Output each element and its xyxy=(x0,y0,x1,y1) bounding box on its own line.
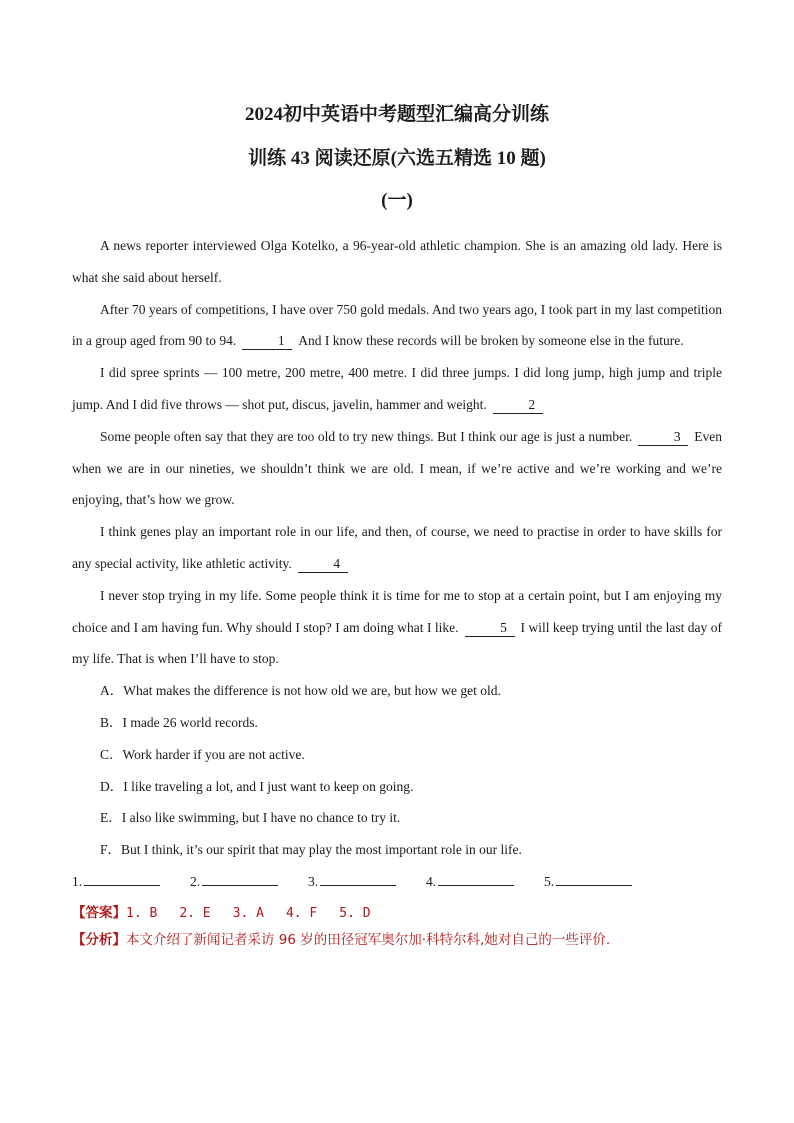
answer-line[interactable] xyxy=(556,871,632,886)
document-title: 2024初中英语中考题型汇编高分训练 xyxy=(244,104,549,125)
answer-item: 2. E xyxy=(179,905,211,921)
answer-item: 1. B xyxy=(126,905,158,921)
answer-key xyxy=(72,898,722,929)
blank-4: 4 xyxy=(298,556,348,573)
analysis-label: 【分析】 xyxy=(72,931,126,948)
answer-blanks xyxy=(72,866,722,898)
slot-number: 5. xyxy=(544,873,555,889)
answer-label: 【答案】 xyxy=(72,904,126,921)
slot-number: 1. xyxy=(72,873,83,889)
passage-paragraph-5 xyxy=(72,516,722,580)
passage-paragraph-6 xyxy=(72,580,722,675)
answer-item: 3. A xyxy=(232,905,264,921)
answer-line[interactable] xyxy=(320,871,396,886)
answer-slot-1[interactable] xyxy=(72,866,190,898)
blank-1: 1 xyxy=(242,333,292,350)
blank-3: 3 xyxy=(638,429,688,446)
paragraph-text: Even when we are in our nineties, we shouldn’t think we are old. I mean, if we’re active and we’re working and we’re enjoying, that’s how we grow. xyxy=(72,428,722,508)
reading-passage xyxy=(72,230,722,675)
slot-number: 2. xyxy=(190,873,201,889)
option-b: B．I made 26 world records. xyxy=(100,714,258,730)
answer-line[interactable] xyxy=(84,871,160,886)
slot-number: 3. xyxy=(308,873,319,889)
answer-line[interactable] xyxy=(438,871,514,886)
analysis-text: 本文介绍了新闻记者采访 96 岁的田径冠军奥尔加·科特尔科,她对自己的一些评价. xyxy=(126,931,611,948)
option-e: E．I also like swimming, but I have no chance to try it. xyxy=(100,810,401,826)
paragraph-text: I will keep trying until the last day of my life. That is when I’ll have to stop. xyxy=(72,619,722,667)
answer-slot-3[interactable] xyxy=(308,866,426,898)
document-subtitle: 训练 43 阅读还原(六选五精选 10 题) xyxy=(248,148,546,169)
slot-number: 4. xyxy=(426,873,437,889)
passage-paragraph-4 xyxy=(72,421,722,516)
paragraph-text: After 70 years of competitions, I have over 750 gold medals. And two years ago, I took part in my last competition in a group aged from 90 to 94. xyxy=(72,301,722,349)
passage-paragraph-2 xyxy=(72,294,722,358)
paragraph-text: And I know these records will be broken by someone else in the future. xyxy=(298,333,684,349)
option-f: F．But I think, it’s our spirit that may play the most important role in our life. xyxy=(100,842,522,858)
passage-paragraph-3 xyxy=(72,357,722,421)
blank-2: 2 xyxy=(493,397,543,414)
answer-item: 5. D xyxy=(339,905,371,921)
answer-slot-2[interactable] xyxy=(190,866,308,898)
option-c: C．Work harder if you are not active. xyxy=(100,746,305,762)
section-label: (一) xyxy=(381,190,413,211)
answer-item: 4. F xyxy=(285,905,318,921)
option-d: D．I like traveling a lot, and I just want to keep on going. xyxy=(100,778,414,794)
options-list xyxy=(72,675,722,866)
answer-slot-4[interactable] xyxy=(426,866,544,898)
paragraph-text: I think genes play an important role in our life, and then, of course, we need to practise in order to have skills for any special activity, like athletic activity. xyxy=(72,524,722,571)
passage-paragraph-1 xyxy=(72,230,722,294)
analysis-note xyxy=(72,929,722,951)
answer-slot-5[interactable] xyxy=(544,866,662,898)
paragraph-text: A news reporter interviewed Olga Kotelko, a 96-year-old athletic champion. She is an amazing old lady. Here is what she said about herself. xyxy=(72,238,722,285)
paragraph-text: Some people often say that they are too old to try new things. But I think our age is just a number. xyxy=(100,428,633,444)
paragraph-text: I did spree sprints — 100 metre, 200 metre, 400 metre. I did three jumps. I did long jump, high jump and triple jump. And I did five throws — shot put, discus, javelin, hammer and weight. xyxy=(72,365,722,412)
option-a: A．What makes the difference is not how old we are, but how we get old. xyxy=(100,683,501,699)
paragraph-text: I never stop trying in my life. Some people think it is time for me to stop at a certain point, but I am enjoying my choice and I am having fun. Why should I stop? I am doing what I like. xyxy=(72,587,722,635)
blank-5: 5 xyxy=(465,620,515,637)
document-page xyxy=(72,100,722,951)
answer-line[interactable] xyxy=(202,871,278,886)
